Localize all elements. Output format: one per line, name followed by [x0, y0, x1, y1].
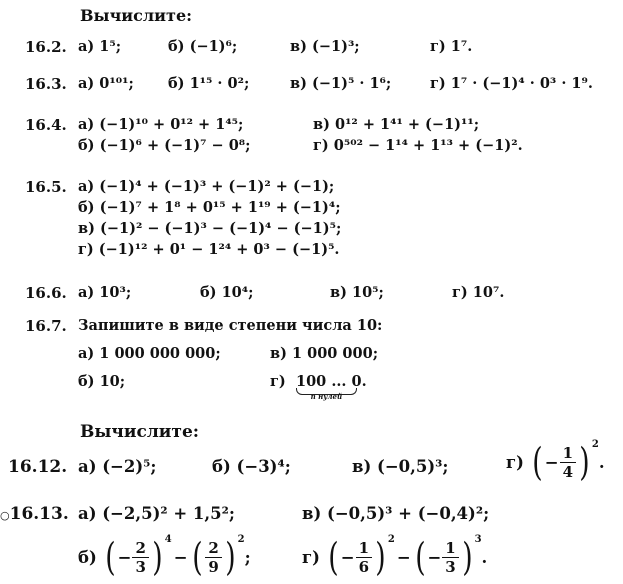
item-b: б) (−3)⁴; — [212, 457, 291, 476]
item-a: а) 0¹⁰¹; — [78, 75, 134, 92]
item-g — [302, 530, 487, 584]
item-g: г) 1⁷. — [430, 38, 473, 55]
problem-number: 16.4. — [25, 116, 67, 134]
item-b — [78, 530, 251, 584]
period: . — [598, 452, 605, 472]
minus-sign: − — [396, 547, 411, 567]
left-paren: ( — [532, 440, 543, 484]
problem-number: 16.7. — [25, 317, 67, 335]
problem-number: 16.5. — [25, 178, 67, 196]
left-paren: ( — [105, 535, 116, 579]
item-g-prefix: г) — [506, 452, 524, 472]
denominator: 6 — [358, 557, 370, 576]
minus-sign: − — [340, 547, 355, 567]
problem-number: 16.3. — [25, 75, 67, 93]
item-g — [506, 437, 605, 487]
item-a: а) (−1)⁴ + (−1)³ + (−1)² + (−1); — [78, 178, 335, 195]
minus-sign: − — [117, 547, 132, 567]
problem-number: ○16.13. — [0, 504, 69, 524]
brace-note: n нулей — [310, 392, 343, 401]
item-b: б) (−1)⁷ + 1⁸ + 0¹⁵ + 1¹⁹ + (−1)⁴; — [78, 199, 341, 216]
exponent: 2 — [387, 534, 395, 545]
left-paren: ( — [191, 535, 203, 579]
exponent: 2 — [591, 439, 599, 450]
numerator: 2 — [132, 539, 148, 558]
section-heading: Вычислите: — [80, 6, 193, 25]
right-paren: ) — [152, 535, 163, 579]
item-b: б) 10; — [78, 373, 126, 390]
item-g-prefix: г) — [302, 547, 320, 567]
item-a: а) (−1)¹⁰ + 0¹² + 1⁴⁵; — [78, 116, 244, 133]
exponent: 3 — [474, 534, 482, 545]
problem-number: 16.12. — [8, 457, 68, 477]
item-b-prefix: б) — [78, 547, 97, 567]
fraction — [560, 444, 576, 481]
period: . — [481, 547, 488, 567]
item-b: б) (−1)⁶; — [168, 38, 238, 55]
right-paren: ) — [225, 535, 236, 579]
numerator: 1 — [442, 539, 458, 558]
item-b: б) 1¹⁵ · 0²; — [168, 75, 250, 92]
item-g: г) 0⁵⁰² − 1¹⁴ + 1¹³ + (−1)². — [313, 137, 523, 154]
item-g-number: 100 ... 0. — [296, 373, 367, 390]
problem-number: 16.2. — [25, 38, 67, 56]
minus-sign: − — [427, 547, 442, 567]
circle-marker: ○ — [0, 509, 10, 522]
item-v: в) 0¹² + 1⁴¹ + (−1)¹¹; — [313, 116, 480, 133]
denominator: 9 — [208, 557, 219, 576]
item-g: г) 1⁷ · (−1)⁴ · 0³ · 1⁹. — [430, 75, 593, 92]
item-g-prefix: г) — [270, 373, 286, 390]
right-paren: ) — [579, 440, 590, 484]
item-v: в) 1 000 000; — [270, 345, 379, 362]
item-g: г) (−1)¹² + 0¹ − 1²⁴ + 0³ − (−1)⁵. — [78, 241, 340, 258]
numerator: 1 — [560, 444, 576, 463]
item-v: в) (−0,5)³; — [352, 457, 449, 476]
denominator: 3 — [445, 557, 456, 576]
semicolon: ; — [244, 547, 251, 567]
item-b: б) 10⁴; — [200, 284, 254, 301]
numerator: 1 — [356, 539, 372, 558]
fraction — [132, 539, 148, 576]
problem-number: 16.6. — [25, 284, 67, 302]
item-b: б) (−1)⁶ + (−1)⁷ − 0⁸; — [78, 137, 251, 154]
left-paren: ( — [328, 535, 339, 579]
item-a: а) (−2,5)² + 1,5²; — [78, 504, 235, 523]
section-heading: Вычислите: — [80, 422, 200, 442]
fraction — [205, 539, 221, 576]
item-v: в) 10⁵; — [330, 284, 384, 301]
exponent: 2 — [237, 534, 245, 545]
item-v: в) (−0,5)³ + (−0,4)²; — [302, 504, 490, 523]
item-a: а) 10³; — [78, 284, 132, 301]
minus-sign: − — [544, 452, 559, 472]
exponent: 4 — [164, 534, 172, 545]
numerator: 2 — [205, 539, 221, 558]
item-g: г) 10⁷. — [452, 284, 505, 301]
item-g-value — [296, 373, 367, 401]
left-paren: ( — [414, 535, 426, 579]
denominator: 3 — [135, 557, 146, 576]
right-paren: ) — [461, 535, 473, 579]
denominator: 4 — [562, 462, 574, 481]
right-paren: ) — [375, 535, 386, 579]
minus-sign: − — [173, 547, 188, 567]
item-a: а) (−2)⁵; — [78, 457, 157, 476]
item-a: а) 1 000 000 000; — [78, 345, 221, 362]
item-v: в) (−1)³; — [290, 38, 360, 55]
item-v: в) (−1)² − (−1)³ − (−1)⁴ − (−1)⁵; — [78, 220, 342, 237]
item-v: в) (−1)⁵ · 1⁶; — [290, 75, 392, 92]
fraction — [442, 539, 458, 576]
fraction — [356, 539, 372, 576]
problem-text: Запишите в виде степени числа 10: — [78, 317, 383, 334]
item-a: а) 1⁵; — [78, 38, 122, 55]
